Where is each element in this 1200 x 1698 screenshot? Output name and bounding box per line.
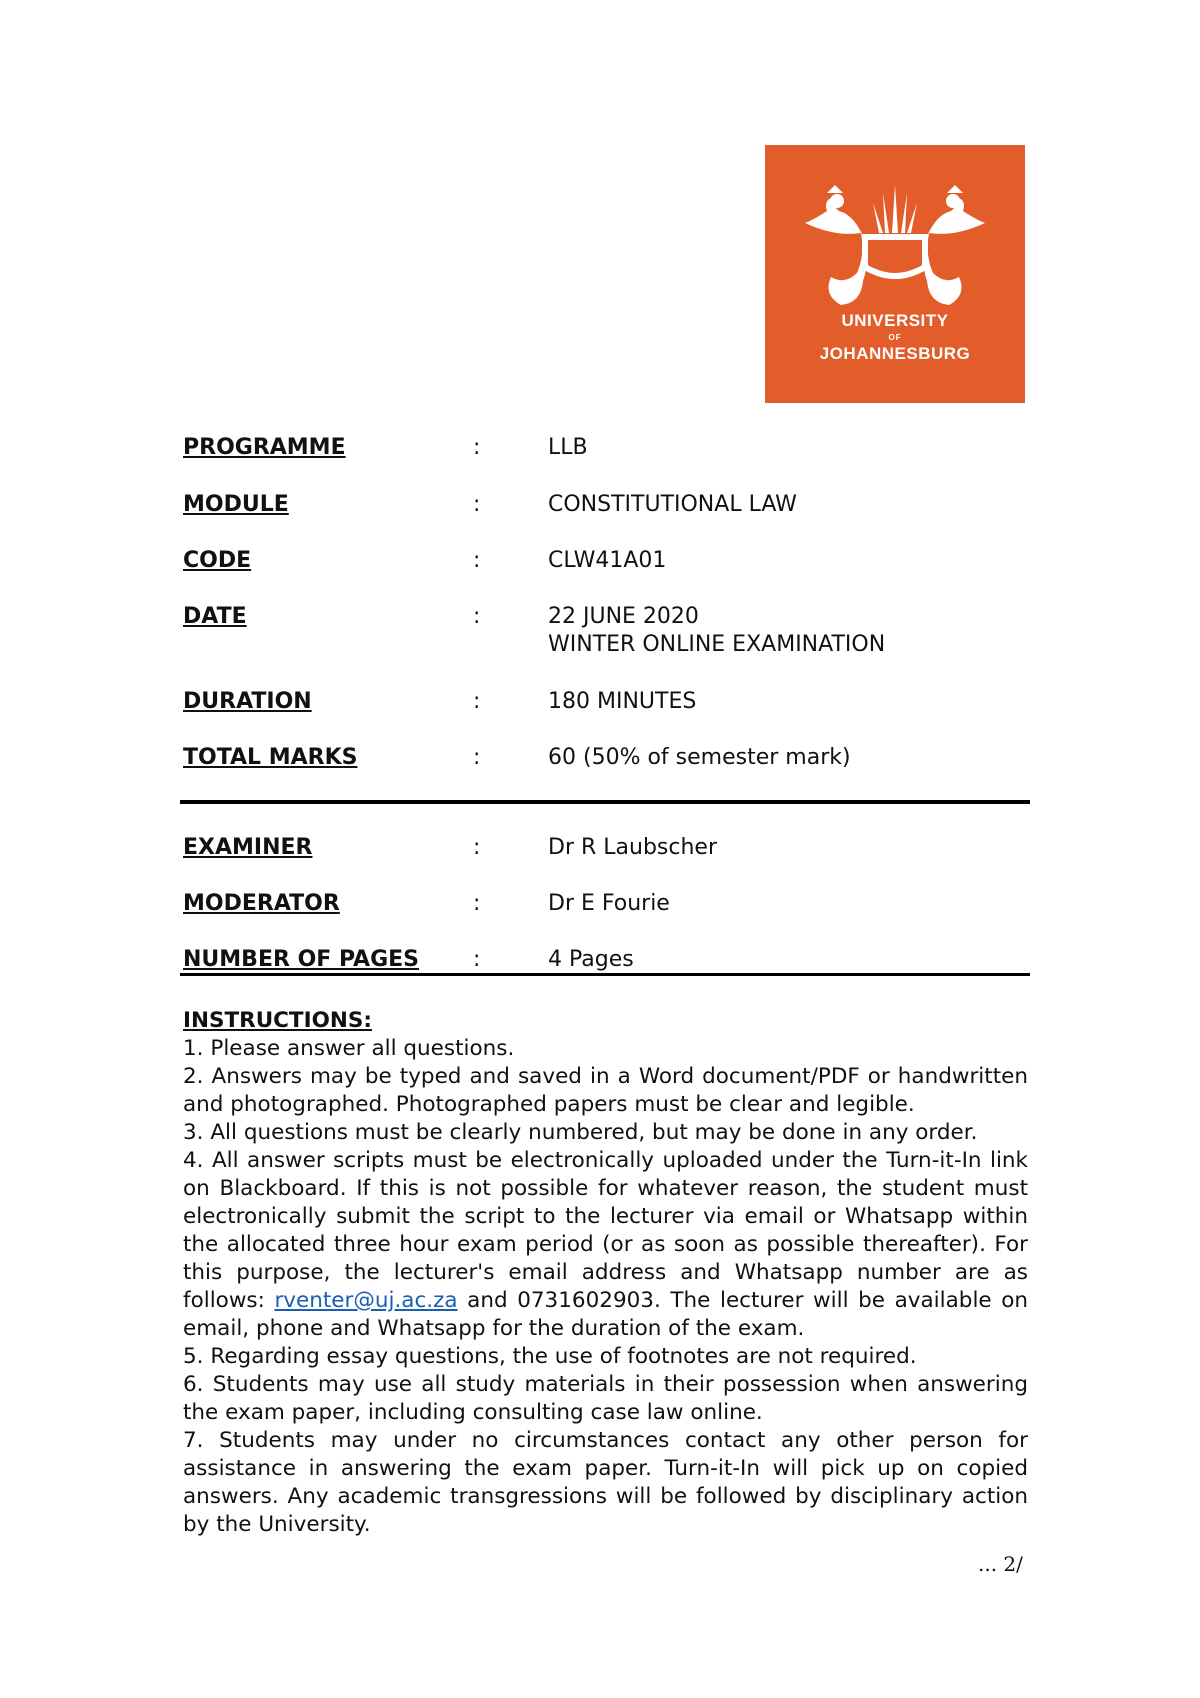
- lecturer-email-link[interactable]: rventer@uj.ac.za: [274, 1288, 458, 1313]
- detail-value: Dr E Fourie: [548, 891, 670, 916]
- detail-value: 180 MINUTES: [548, 689, 697, 714]
- detail-colon: :: [473, 492, 481, 517]
- detail-colon: :: [473, 745, 481, 770]
- instruction-item: 1. Please answer all questions.: [183, 1036, 515, 1061]
- detail-value: 60 (50% of semester mark): [548, 745, 851, 770]
- detail-colon: :: [473, 947, 481, 972]
- detail-value: LLB: [548, 435, 588, 460]
- detail-label: MODULE: [183, 492, 289, 517]
- detail-label: NUMBER OF PAGES: [183, 947, 420, 972]
- detail-label: DATE: [183, 604, 247, 629]
- detail-colon: :: [473, 604, 481, 629]
- detail-colon: :: [473, 891, 481, 916]
- logo-text-johannesburg: JOHANNESBURG: [819, 344, 971, 363]
- detail-value: 4 Pages: [548, 947, 634, 972]
- detail-colon: :: [473, 548, 481, 573]
- page-continuation-marker: ... 2/: [978, 1552, 1023, 1576]
- detail-label: TOTAL MARKS: [183, 745, 358, 770]
- logo-text-university: UNIVERSITY: [841, 311, 949, 330]
- instruction-item: 6. Students may use all study materials in their possession when answering the exam paper, including consulting case law online.: [183, 1372, 1028, 1425]
- logo-text-of: OF: [888, 333, 902, 342]
- detail-colon: :: [473, 435, 481, 460]
- instruction-item: 5. Regarding essay questions, the use of footnotes are not required.: [183, 1344, 917, 1369]
- detail-label: EXAMINER: [183, 835, 313, 860]
- detail-value: CLW41A01: [548, 548, 667, 573]
- detail-value: 22 JUNE 2020: [548, 604, 699, 629]
- detail-label: MODERATOR: [183, 891, 340, 916]
- detail-value: Dr R Laubscher: [548, 835, 717, 860]
- instructions-block: [183, 1007, 1028, 1539]
- detail-colon: :: [473, 689, 481, 714]
- instruction-item-4: [183, 1147, 1028, 1343]
- university-logo: [765, 145, 1025, 403]
- instruction-item: 2. Answers may be typed and saved in a Word document/PDF or handwritten and photographed. Photographed papers must be clear and legible.: [183, 1064, 1028, 1117]
- detail-colon: :: [473, 835, 481, 860]
- detail-value-secondary: WINTER ONLINE EXAMINATION: [548, 632, 886, 657]
- instruction-text-tail: and 0731602903. The lecturer will be available on email, phone and Whatsapp for the duration of the exam.: [183, 1288, 1029, 1341]
- detail-label: PROGRAMME: [183, 435, 346, 460]
- detail-label: DURATION: [183, 689, 312, 714]
- detail-label: CODE: [183, 548, 252, 573]
- instructions-heading: INSTRUCTIONS:: [183, 1008, 372, 1033]
- instruction-item: 3. All questions must be clearly numbered, but may be done in any order.: [183, 1120, 978, 1145]
- instruction-item: 7. Students may under no circumstances contact any other person for assistance in answering the exam paper. Turn-it-In will pick up on copied answers. Any academic transgressions will be followed by disciplinary action by the University.: [183, 1428, 1028, 1537]
- divider-thick: [180, 800, 1030, 804]
- divider-thin: [180, 973, 1030, 976]
- instruction-text: 4. All answer scripts must be electronically uploaded under the Turn-it-In link on Blackboard. If this is not possible for whatever reason, the student must electronically submit the script to the lecturer via email or Whatsapp within the allocated three hour exam period (or as soon as possible thereafter). For this purpose, the lecturer's email address and Whatsapp number are as follows:: [183, 1148, 1028, 1313]
- detail-value: CONSTITUTIONAL LAW: [548, 492, 797, 517]
- university-crest-icon: [765, 145, 1025, 403]
